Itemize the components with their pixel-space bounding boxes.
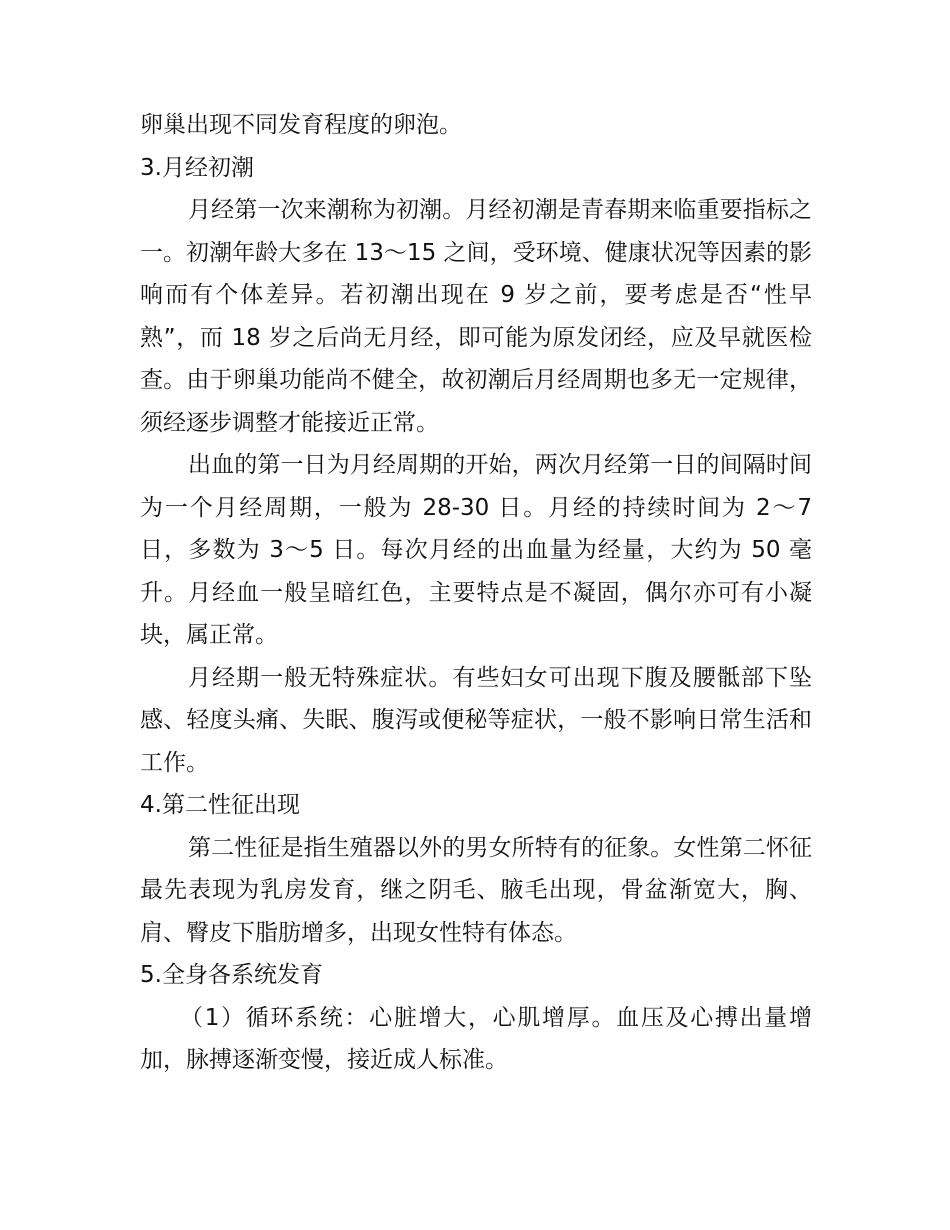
continuation-text: 卵巢出现不同发育程度的卵泡。 (140, 112, 462, 138)
paragraph-circulatory: （1）循环系统：心脏增大，心肌增厚。血压及心搏出量增加，脉搏逐渐变慢，接近成人标准。 (140, 1004, 812, 1073)
section-heading-systems: 5.全身各系统发育 (140, 962, 323, 988)
paragraph-cycle: 出血的第一日为月经周期的开始，两次月经第一日的间隔时间为一个月经周期，一般为 28-30 日。月经的持续时间为 2～7 日，多数为 3～5 日。每次月经的出血量为经量，大约为 50 毫升。月经血一般呈暗红色，主要特点是不凝固，偶尔亦可有小凝块，属正常。 (140, 452, 812, 648)
paragraph-menarche: 月经第一次来潮称为初潮。月经初潮是青春期来临重要指标之一。初潮年龄大多在 13～15 之间，受环境、健康状况等因素的影响而有个体差异。若初潮出现在 9 岁之前，要考虑是否“性早熟”，而 18 岁之后尚无月经，即可能为原发闭经，应及早就医检查。由于卵巢功能尚不健全，故初潮后月经周期也多无一定规律，须经逐步调整才能接近正常。 (140, 197, 812, 436)
paragraph-symptoms: 月经期一般无特殊症状。有些妇女可出现下腹及腰骶部下坠感、轻度头痛、失眠、腹泻或便秘等症状，一般不影响日常生活和工作。 (140, 664, 812, 776)
section-heading-secondary-sex: 4.第二性征出现 (140, 792, 300, 818)
section-heading-menarche: 3.月经初潮 (140, 154, 254, 181)
paragraph-secondary-sex: 第二性征是指生殖器以外的男女所特有的征象。女性第二怀征最先表现为乳房发育，继之阴毛、腋毛出现，骨盆渐宽大，胸、肩、臀皮下脂肪增多，出现女性特有体态。 (140, 834, 812, 946)
document-page (140, 104, 812, 1082)
